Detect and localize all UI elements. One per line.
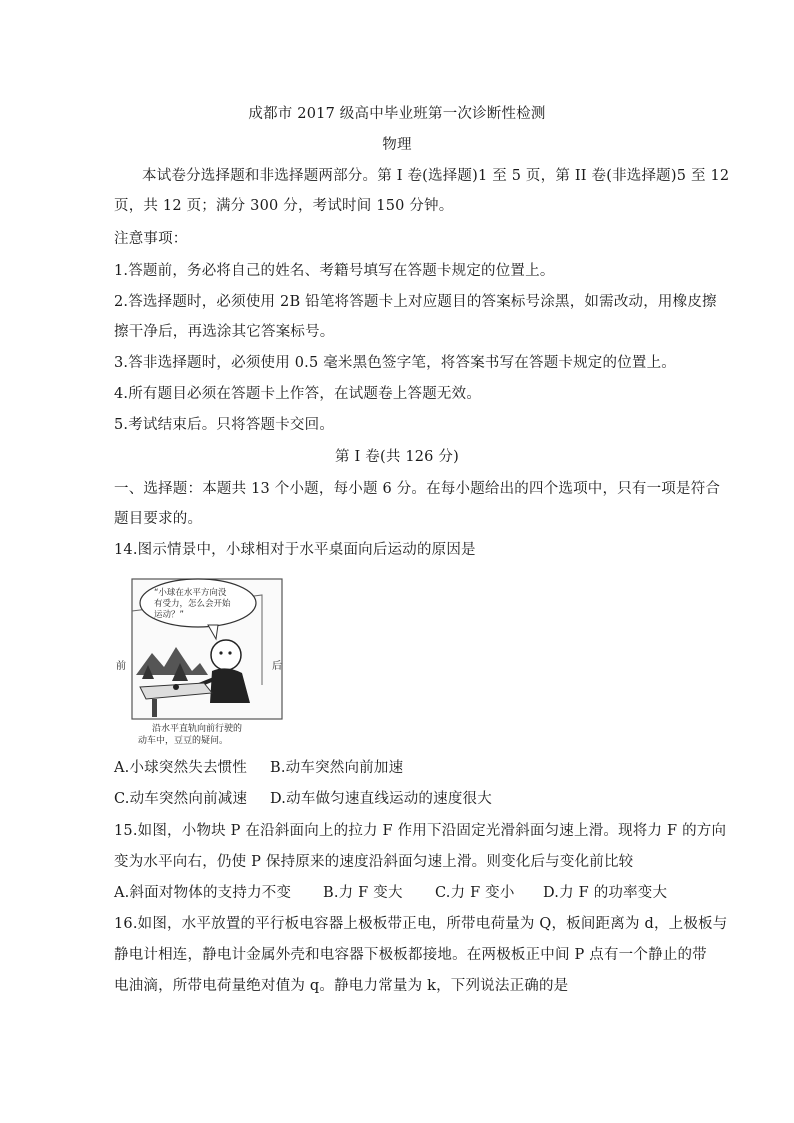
note-item: 4.所有题目必须在答题卡上作答，在试题卷上答题无效。 (114, 386, 482, 402)
q16-stem-3: 电油滴，所带电荷量绝对值为 q。静电力常量为 k，下列说法正确的是 (114, 978, 569, 994)
figure-caption-2: 动车中，豆豆的疑问。 (138, 736, 229, 746)
section-instructions-2: 题目要求的。 (114, 511, 203, 527)
train-scene-illustration (112, 575, 288, 751)
note-item: 1.答题前，务必将自己的姓名、考籍号填写在答题卡规定的位置上。 (114, 263, 555, 279)
note-item: 擦干净后，再选涂其它答案标号。 (114, 324, 335, 340)
bubble-text-1: “小球在水平方向没 (154, 588, 227, 598)
back-label: 后 (272, 661, 282, 672)
q16-stem-1: 16.如图，水平放置的平行板电容器上极板带正电，所带电荷量为 Q，板间距离为 d，上极板与 (114, 916, 728, 932)
q16-stem-2: 静电计相连，静电计金属外壳和电容器下极板都接地。在两极板正中间 P 点有一个静止的带 (114, 947, 707, 963)
intro-line-1: 本试卷分选择题和非选择题两部分。第 I 卷(选择题)1 至 5 页，第 II 卷(非选择题)5 至 12 (142, 168, 730, 184)
ball-icon (173, 684, 179, 690)
q14-option-a: A.小球突然失去惯性 (114, 760, 248, 776)
section-title: 第 I 卷(共 126 分) (335, 449, 459, 465)
q15-option-c: C.力 F 变小 (435, 885, 515, 901)
q14-option-d: D.动车做匀速直线运动的速度很大 (270, 791, 492, 807)
note-item: 5.考试结束后。只将答题卡交回。 (114, 417, 335, 433)
intro-line-2: 页，共 12 页；满分 300 分，考试时间 150 分钟。 (114, 198, 454, 214)
bubble-text-2: 有受力，怎么会开始 (154, 599, 231, 609)
exam-title: 成都市 2017 级高中毕业班第一次诊断性检测 (248, 106, 546, 122)
q14-options-row-2 (114, 789, 492, 809)
q14-stem: 14.图示情景中，小球相对于水平桌面向后运动的原因是 (114, 542, 476, 558)
q15-option-a: A.斜面对物体的支持力不变 (114, 885, 292, 901)
q15-stem-1: 15.如图，小物块 P 在沿斜面向上的拉力 F 作用下沿固定光滑斜面匀速上滑。现将力 F 的方向 (114, 823, 727, 839)
q15-stem-2: 变为水平向右，仍使 P 保持原来的速度沿斜面匀速上滑。则变化后与变化前比较 (114, 854, 634, 870)
front-label: 前 (116, 661, 126, 672)
q14-figure (112, 575, 288, 751)
q14-option-c: C.动车突然向前减速 (114, 791, 248, 807)
q15-options-row (114, 883, 667, 903)
bubble-text-3: 运动？” (154, 610, 184, 620)
note-item: 2.答选择题时，必须使用 2B 铅笔将答题卡上对应题目的答案标号涂黑，如需改动，用橡皮擦 (114, 294, 717, 310)
child-head (211, 640, 241, 670)
q15-option-d: D.力 F 的功率变大 (543, 885, 668, 901)
figure-caption-1: 沿水平直轨向前行驶的 (152, 724, 243, 734)
subject-title: 物理 (382, 137, 412, 153)
q14-option-b: B.动车突然向前加速 (270, 760, 404, 776)
notes-heading: 注意事项： (114, 231, 188, 247)
q14-options-row-1 (114, 758, 403, 778)
note-item: 3.答非选择题时，必须使用 0.5 毫米黑色签字笔，将答案书写在答题卡规定的位置上。 (114, 355, 677, 371)
q15-option-b: B.力 F 变大 (323, 885, 403, 901)
section-instructions-1: 一、选择题：本题共 13 个小题，每小题 6 分。在每小题给出的四个选项中，只有一项是符合 (114, 481, 721, 497)
